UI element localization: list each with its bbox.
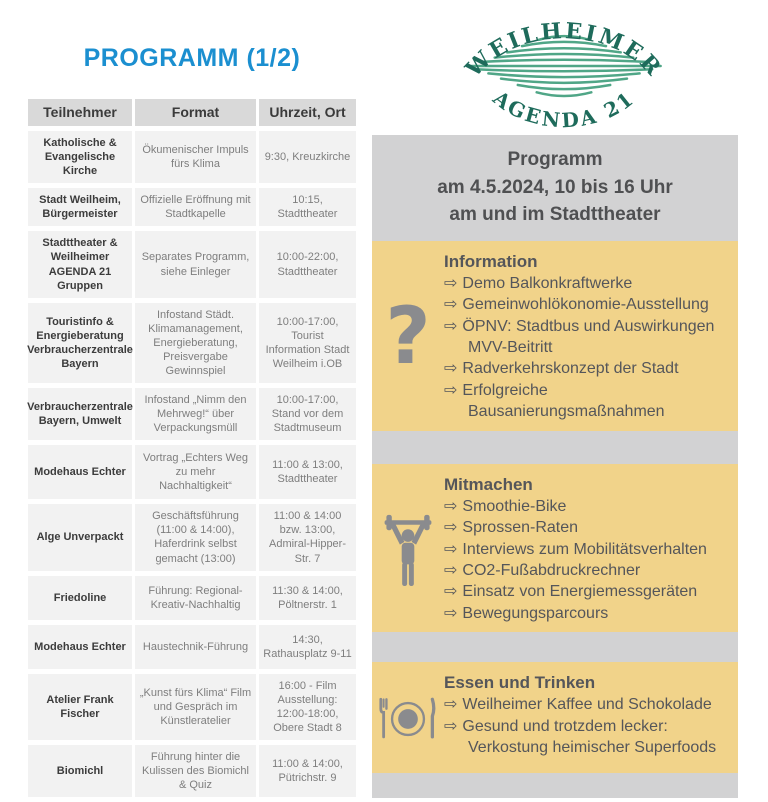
cell-format: Separates Programm, siehe Einleger	[135, 231, 256, 297]
table-row	[28, 674, 356, 740]
column-header-teilnehmer: Teilnehmer	[28, 99, 132, 126]
program-item	[444, 316, 728, 359]
mitmachen-list	[444, 496, 728, 625]
cell-format: Führung hinter die Kulissen des Biomichl & Quiz	[135, 745, 256, 797]
cell-format: Infostand Städt. Klimamanagement, Energieberatung, Preisvergabe Gewinnspiel	[135, 303, 256, 383]
cell-teilnehmer: Touristinfo & Energieberatung Verbraucherzentrale Bayern	[28, 303, 132, 383]
cell-teilnehmer: Stadttheater & Weilheimer AGENDA 21 Gruppen	[28, 231, 132, 297]
table-row	[28, 445, 356, 499]
column-header-format: Format	[135, 99, 256, 126]
arrow-bullet-icon: ⇨	[444, 583, 458, 601]
table-row	[28, 131, 356, 183]
program-item-label: Weilheimer Kaffee und Schokolade	[462, 696, 712, 714]
program-item	[444, 496, 728, 517]
program-item-label: Gemeinwohlökonomie-Ausstellung	[462, 296, 709, 314]
table-row	[28, 188, 356, 226]
arrow-bullet-icon: ⇨	[444, 696, 458, 714]
program-item-label: Interviews zum Mobilitätsverhalten	[462, 540, 707, 558]
cell-uhrzeit-ort: 10:15, Stadttheater	[259, 188, 356, 226]
cell-uhrzeit-ort: 11:00 & 13:00, Stadttheater	[259, 445, 356, 499]
cell-teilnehmer: Biomichl	[28, 745, 132, 797]
section-information	[372, 241, 738, 431]
cell-uhrzeit-ort: 10:00-17:00, Stand vor dem Stadtmuseum	[259, 388, 356, 440]
information-list	[444, 273, 728, 423]
section-title-information: Information	[444, 251, 538, 271]
cell-format: „Kunst fürs Klima“ Film und Gespräch im Künstleratelier	[135, 674, 256, 740]
program-item-label: Radverkehrskonzept der Stadt	[462, 360, 679, 378]
weightlifter-icon	[372, 475, 444, 625]
arrow-bullet-icon: ⇨	[444, 562, 458, 580]
cell-format: Ökumenischer Impuls fürs Klima	[135, 131, 256, 183]
cell-teilnehmer: Alge Unverpackt	[28, 504, 132, 570]
cell-teilnehmer: Modehaus Echter	[28, 625, 132, 669]
arrow-bullet-icon: ⇨	[444, 497, 458, 515]
program-item	[444, 694, 728, 715]
program-item	[444, 603, 728, 624]
table-row	[28, 231, 356, 297]
cell-uhrzeit-ort: 10:00-22:00, Stadttheater	[259, 231, 356, 297]
section-mitmachen	[372, 464, 738, 633]
section-divider	[372, 431, 738, 464]
arrow-bullet-icon: ⇨	[444, 317, 458, 335]
program-item	[444, 358, 728, 379]
essen-und-trinken-list	[444, 694, 728, 758]
cell-format: Geschäftsführung (11:00 & 14:00), Haferdrink selbst gemacht (13:00)	[135, 504, 256, 570]
program-item-label: Demo Balkonkraftwerke	[462, 274, 633, 292]
panel-header-line-1: Programm	[507, 149, 603, 170]
cell-uhrzeit-ort: 11:30 & 14:00, Pöltnerstr. 1	[259, 576, 356, 620]
cell-format: Haustechnik-Führung	[135, 625, 256, 669]
arrow-bullet-icon: ⇨	[444, 274, 458, 292]
cell-format: Vortrag „Echters Weg zu mehr Nachhaltigkeit“	[135, 445, 256, 499]
cell-uhrzeit-ort: 16:00 - Film Ausstellung: 12:00-18:00, Obere Stadt 8	[259, 674, 356, 740]
program-item	[444, 560, 728, 581]
cell-uhrzeit-ort: 11:00 & 14:00 bzw. 13:00, Admiral-Hipper-Str. 7	[259, 504, 356, 570]
table-row	[28, 745, 356, 797]
program-item-label: Erfolgreiche Bausanierungsmaßnahmen	[462, 381, 665, 421]
program-item-label: Sprossen-Raten	[462, 519, 579, 537]
cell-teilnehmer: Atelier Frank Fischer	[28, 674, 132, 740]
table-row	[28, 625, 356, 669]
arrow-bullet-icon: ⇨	[444, 296, 458, 314]
section-title-mitmachen: Mitmachen	[444, 474, 533, 494]
table-row	[28, 504, 356, 570]
cell-teilnehmer: Modehaus Echter	[28, 445, 132, 499]
program-item	[444, 517, 728, 538]
program-item-label: Smoothie-Bike	[462, 497, 567, 515]
program-item	[444, 539, 728, 560]
logo-top-text: WEILHEIMER	[460, 17, 668, 83]
program-item-label: ÖPNV: Stadtbus und Auswirkungen MVV-Beitritt	[462, 317, 715, 356]
program-table	[28, 99, 356, 797]
cell-format: Offizielle Eröffnung mit Stadtkapelle	[135, 188, 256, 226]
program-item	[444, 294, 728, 315]
arrow-bullet-icon: ⇨	[444, 360, 458, 378]
logo-bottom-text: AGENDA 21	[488, 85, 640, 128]
program-item-label: Gesund und trotzdem lecker: Verkostung heimischer Superfoods	[462, 717, 717, 757]
cell-teilnehmer: Katholische & Evangelische Kirche	[28, 131, 132, 183]
table-row	[28, 576, 356, 620]
program-table-body	[28, 131, 356, 797]
section-title-essen-und-trinken: Essen und Trinken	[444, 673, 596, 693]
cell-format: Führung: Regional-Kreativ-Nachhaltig	[135, 576, 256, 620]
program-table-section	[28, 44, 356, 802]
cell-uhrzeit-ort: 10:00-17:00, Tourist Information Stadt Weilheim i.OB	[259, 303, 356, 383]
program-panel	[372, 135, 738, 798]
section-divider	[372, 632, 738, 662]
cell-uhrzeit-ort: 9:30, Kreuzkirche	[259, 131, 356, 183]
weilheimer-agenda21-logo	[448, 2, 680, 128]
panel-header	[372, 135, 738, 241]
cell-uhrzeit-ort: 14:30, Rathausplatz 9-11	[259, 625, 356, 669]
panel-header-line-2: am 4.5.2024, 10 bis 16 Uhr	[437, 176, 673, 198]
column-header-uhrzeit-ort: Uhrzeit, Ort	[259, 99, 356, 126]
panel-header-line-3: am und im Stadttheater	[449, 204, 661, 226]
program-item	[444, 716, 728, 759]
cell-format: Infostand „Nimm den Mehrweg!“ über Verpackungsmüll	[135, 388, 256, 440]
arrow-bullet-icon: ⇨	[444, 381, 458, 399]
table-row	[28, 388, 356, 440]
program-item	[444, 380, 728, 423]
arrow-bullet-icon: ⇨	[444, 604, 458, 622]
plate-cutlery-icon	[372, 673, 444, 765]
question-mark-icon: ?	[385, 292, 431, 383]
program-item	[444, 581, 728, 602]
table-header-row	[28, 99, 356, 126]
arrow-bullet-icon: ⇨	[444, 519, 458, 537]
program-item	[444, 273, 728, 294]
cell-uhrzeit-ort: 11:00 & 14:00, Pütrichstr. 9	[259, 745, 356, 797]
program-item-label: Einsatz von Energiemessgeräten	[462, 583, 698, 601]
program-item-label: CO2-Fußabdruckrechner	[462, 562, 641, 580]
arrow-bullet-icon: ⇨	[444, 717, 458, 735]
cell-teilnehmer: Verbraucherzentrale Bayern, Umwelt	[28, 388, 132, 440]
logo-graphic	[448, 2, 680, 128]
cell-teilnehmer: Friedoline	[28, 576, 132, 620]
arrow-bullet-icon: ⇨	[444, 540, 458, 558]
program-item-label: Bewegungsparcours	[462, 604, 609, 622]
page-title: PROGRAMM (1/2)	[83, 44, 301, 72]
table-row	[28, 303, 356, 383]
bottom-strip	[372, 773, 738, 798]
cell-teilnehmer: Stadt Weilheim, Bürgermeister	[28, 188, 132, 226]
section-essen-und-trinken	[372, 662, 738, 773]
